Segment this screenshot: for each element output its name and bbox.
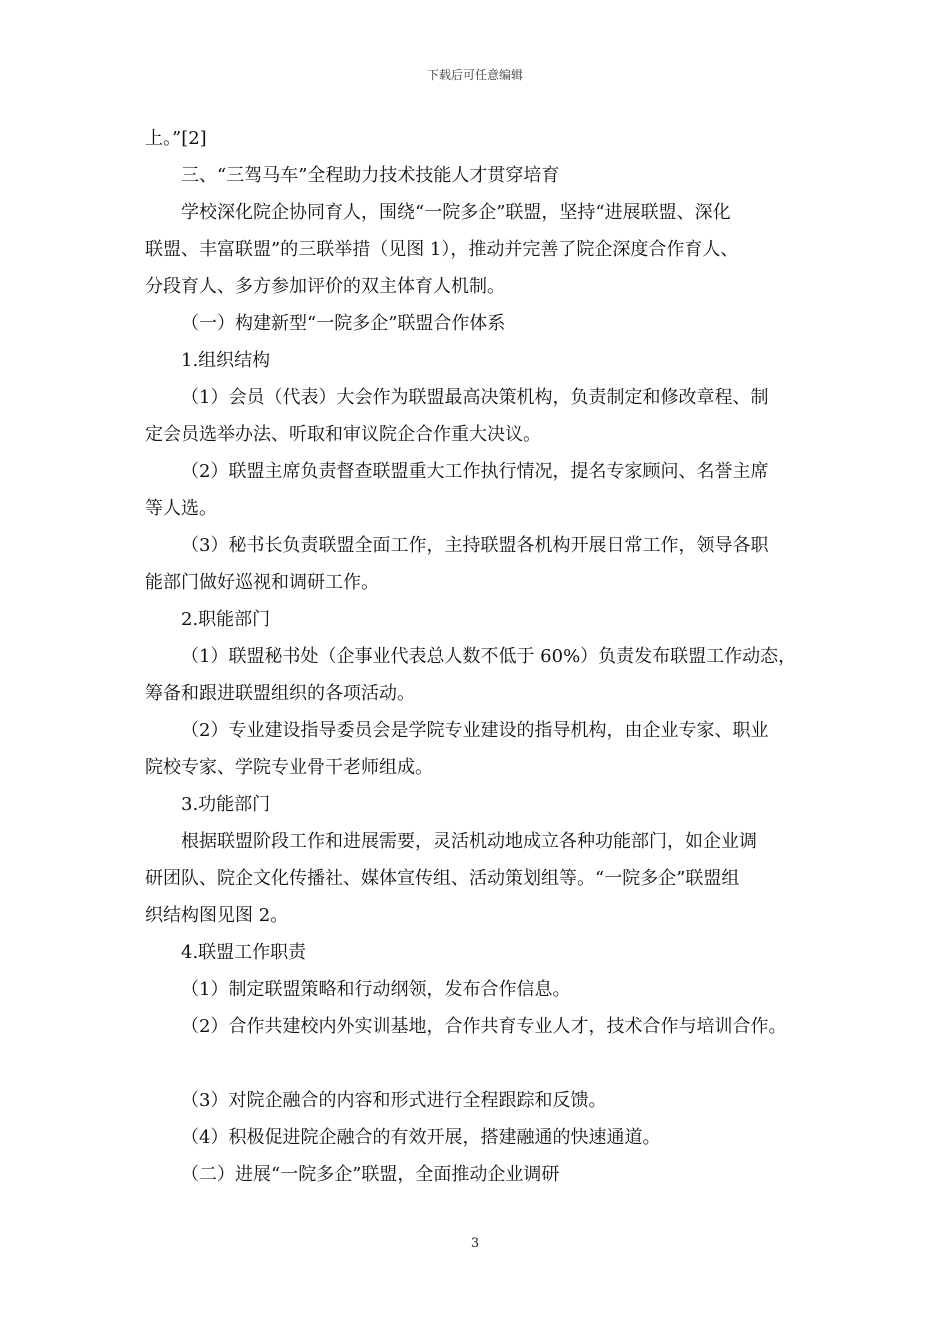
page-number: 3 (470, 1236, 480, 1251)
text-line: 织结构图见图 2。 (145, 905, 289, 926)
text-line: （3）对院企融合的内容和形式进行全程跟踪和反馈。 (181, 1090, 607, 1111)
text-line: 联盟、丰富联盟”的三联举措（见图 1），推动并完善了院企深度合作育人、 (145, 239, 739, 260)
subsection-heading: （二）进展“一院多企”联盟，全面推动企业调研 (181, 1164, 560, 1185)
text-line: 上。”[2] (145, 128, 207, 149)
text-line: 学校深化院企协同育人，围绕“一院多企”联盟，坚持“进展联盟、深化 (181, 202, 731, 223)
text-line: （1）会员（代表）大会作为联盟最高决策机构，负责制定和修改章程、制 (181, 387, 769, 408)
text-line: 分段育人、多方参加评价的双主体育人机制。 (145, 276, 505, 297)
text-line: 等人选。 (145, 498, 217, 519)
page-header: 下载后可任意编辑 (426, 68, 523, 82)
text-line: 筹备和跟进联盟组织的各项活动。 (145, 683, 415, 704)
text-line: （1）制定联盟策略和行动纲领，发布合作信息。 (181, 979, 571, 1000)
item-heading: 1.组织结构 (181, 350, 271, 371)
section-heading: 三、“三驾马车”全程助力技术技能人才贯穿培育 (181, 165, 560, 186)
text-line: 研团队、院企文化传播社、媒体宣传组、活动策划组等。“一院多企”联盟组 (145, 868, 740, 889)
text-line: （2）专业建设指导委员会是学院专业建设的指导机构，由企业专家、职业 (181, 720, 769, 741)
text-line: 能部门做好巡视和调研工作。 (145, 572, 379, 593)
subsection-heading: （一）构建新型“一院多企”联盟合作体系 (181, 313, 506, 334)
text-line: （4）积极促进院企融合的有效开展，搭建融通的快速通道。 (181, 1127, 661, 1148)
text-line: （2）合作共建校内外实训基地，合作共育专业人才，技术合作与培训合作。 (181, 1016, 787, 1037)
text-line: （1）联盟秘书处（企事业代表总人数不低于 60%）负责发布联盟工作动态， (181, 646, 797, 667)
text-line: （3）秘书长负责联盟全面工作，主持联盟各机构开展日常工作，领导各职 (181, 535, 769, 556)
text-line: （2）联盟主席负责督查联盟重大工作执行情况，提名专家顾问、名誉主席 (181, 461, 769, 482)
text-line: 定会员选举办法、听取和审议院企合作重大决议。 (145, 424, 541, 445)
item-heading: 3.功能部门 (181, 794, 271, 815)
text-line: 根据联盟阶段工作和进展需要，灵活机动地成立各种功能部门，如企业调 (181, 831, 757, 852)
item-heading: 2.职能部门 (181, 609, 271, 630)
document-body (145, 120, 821, 1193)
item-heading: 4.联盟工作职责 (181, 942, 307, 963)
blank-line (145, 1045, 821, 1082)
text-line: 院校专家、学院专业骨干老师组成。 (145, 757, 433, 778)
